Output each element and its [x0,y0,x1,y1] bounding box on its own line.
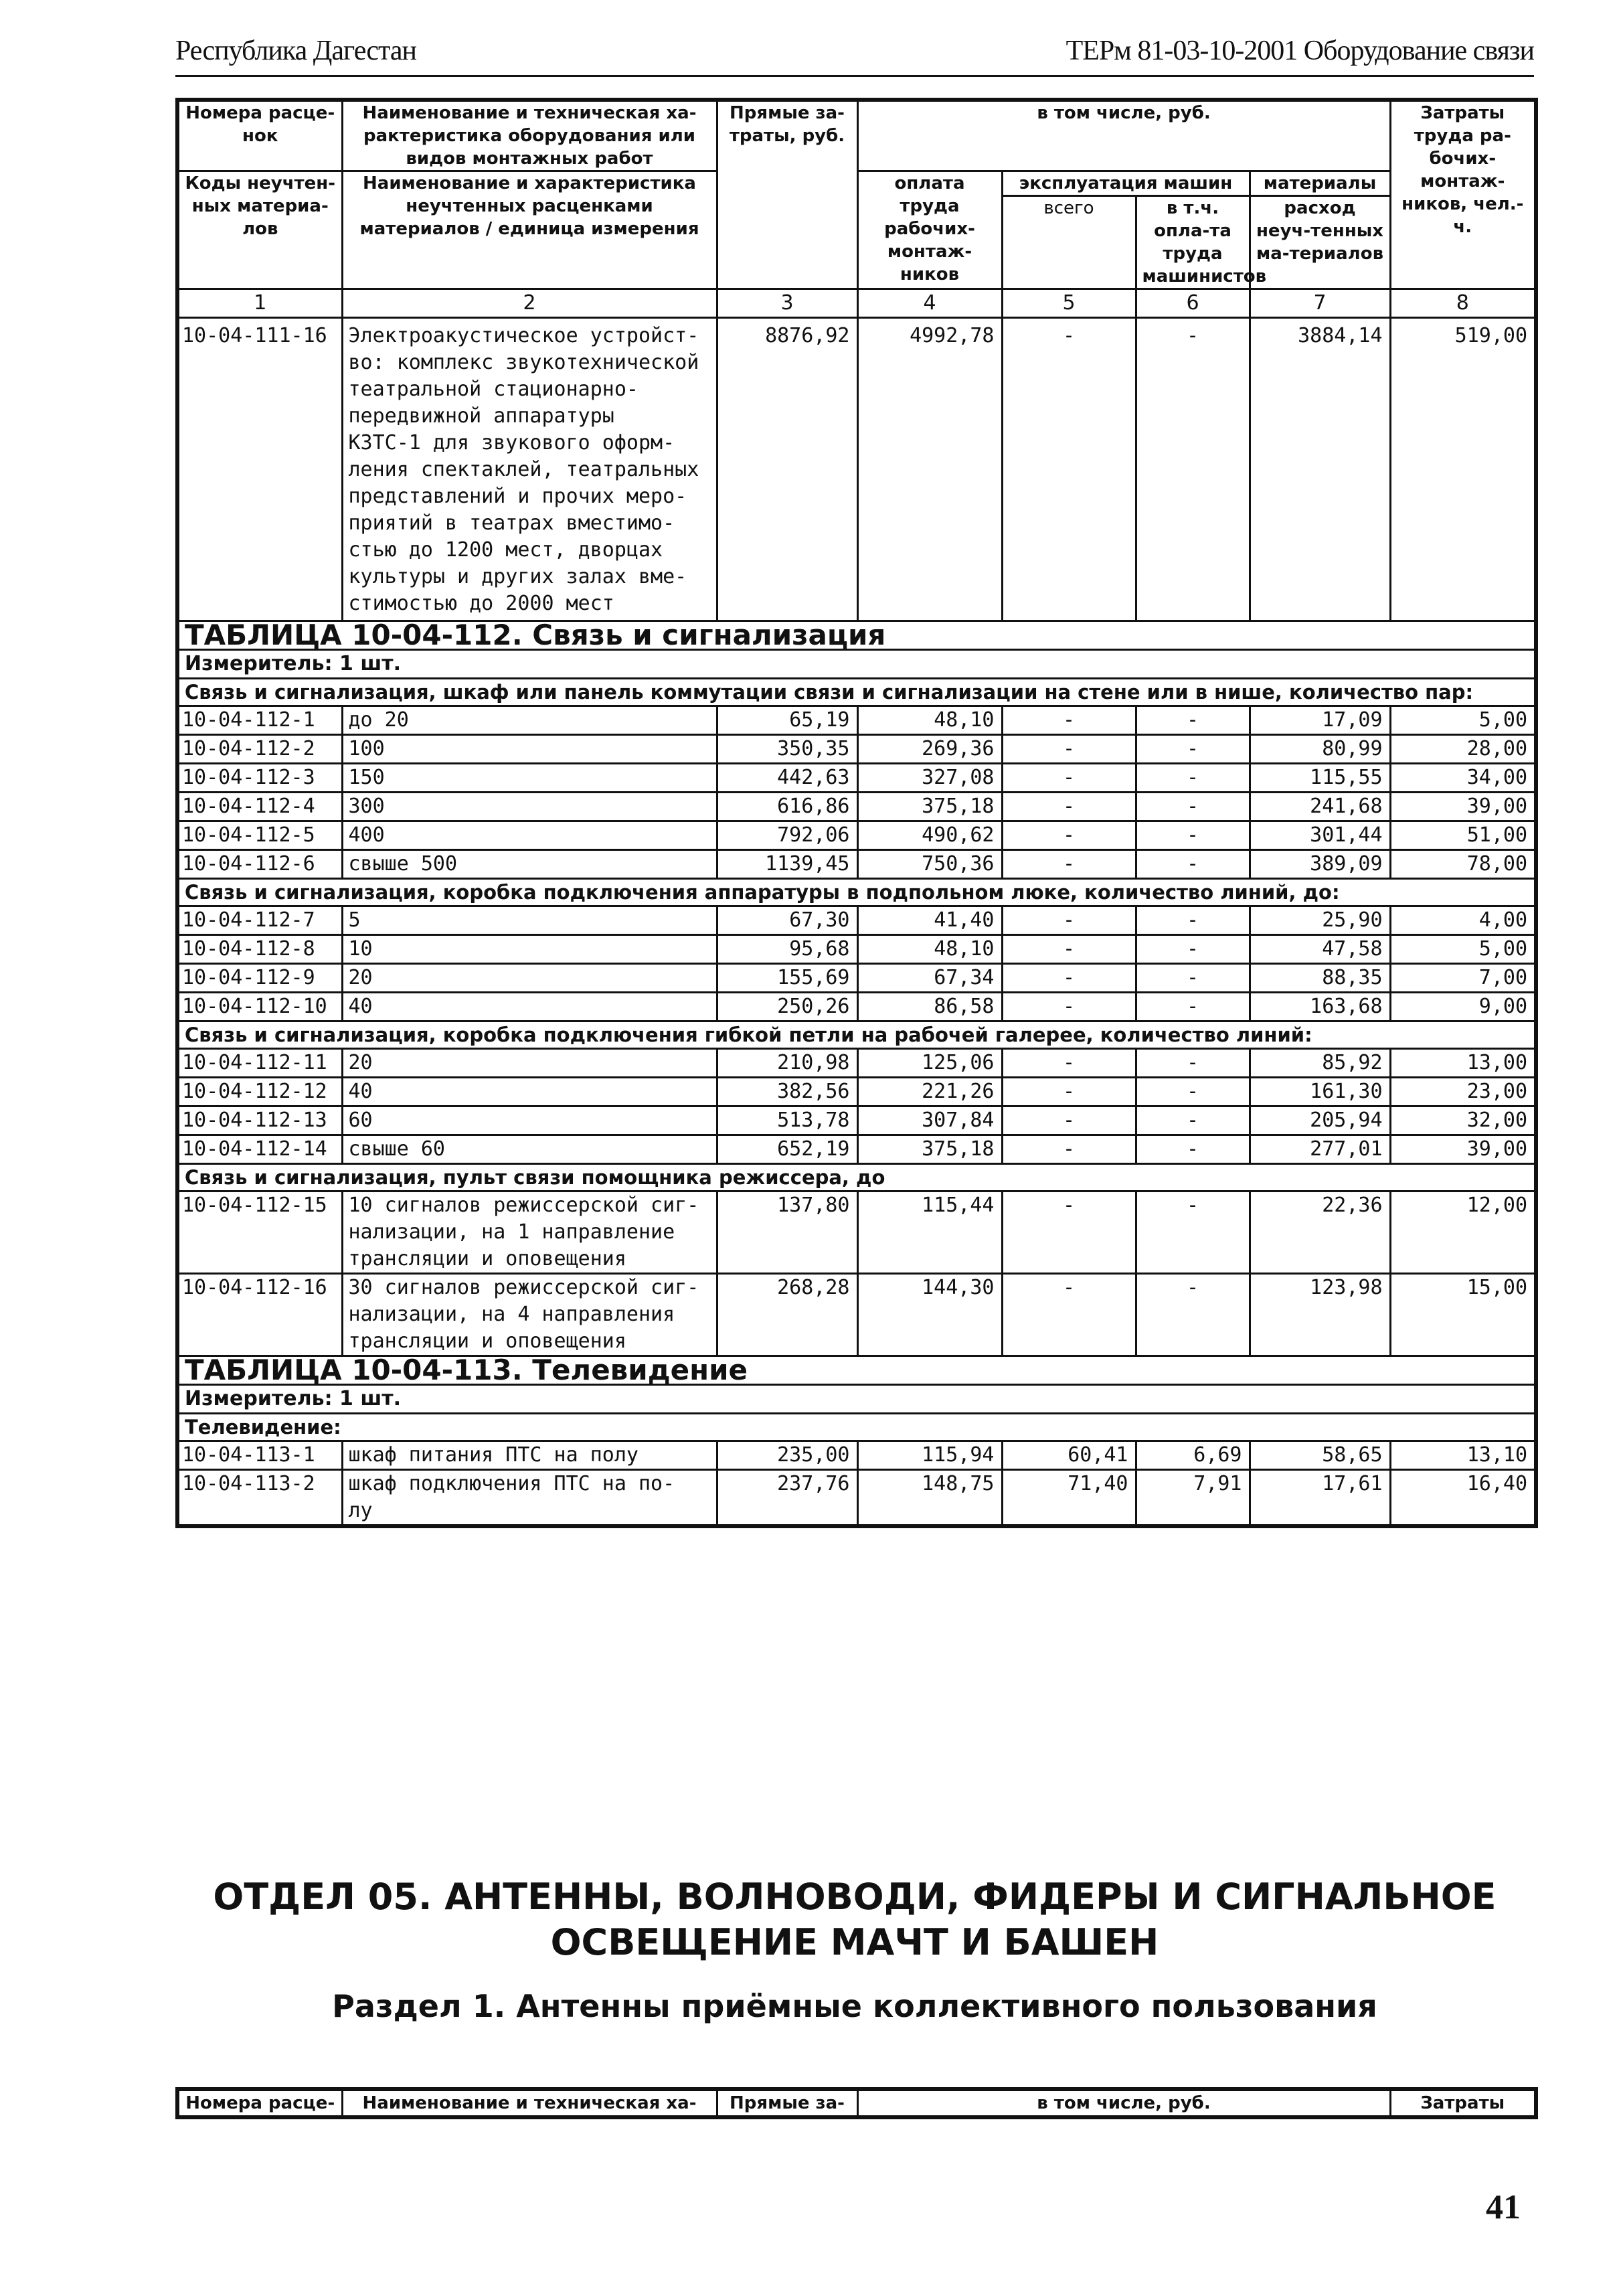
materials-cost: 163,68 [1250,993,1390,1021]
direct-cost: 442,63 [717,764,857,793]
table-row [177,706,1536,735]
table-row [177,1192,1536,1274]
group-title: Связь и сигнализация, пульт связи помощника режиссера, до [177,1164,1536,1192]
machine-labor-cost: - [1136,1135,1250,1164]
labor-cost: 221,26 [857,1078,1002,1106]
group-header-row [177,879,1536,906]
machine-cost: - [1002,1135,1136,1164]
machine-cost: - [1002,793,1136,821]
machine-labor-cost: - [1136,793,1250,821]
rate-code: 10-04-112-10 [177,993,342,1021]
column-number: 2 [342,289,717,318]
machine-cost: 60,41 [1002,1441,1136,1470]
rate-code: 10-04-112-3 [177,764,342,793]
materials-cost: 88,35 [1250,964,1390,993]
rate-description: 40 [342,1078,717,1106]
machine-cost: - [1002,1192,1136,1274]
rate-code: 10-04-112-15 [177,1192,342,1274]
group-title: Связь и сигнализация, коробка подключения гибкой петли на рабочей галерее, количество линий: [177,1021,1536,1049]
labor-cost: 327,08 [857,764,1002,793]
rate-description: 20 [342,1049,717,1078]
description-line: КЗТС-1 для звукового оформ- [348,431,675,455]
labor-cost: 144,30 [857,1274,1002,1356]
machine-labor-cost: - [1136,935,1250,964]
labor-hours: 519,00 [1390,318,1536,621]
table-title: ТАБЛИЦА 10-04-112. Связь и сигнализация [177,621,1536,650]
materials-cost: 161,30 [1250,1078,1390,1106]
description-line: культуры и других залах вме- [348,565,687,588]
rate-description: 20 [342,964,717,993]
direct-cost: 513,78 [717,1106,857,1135]
machine-cost: - [1002,1078,1136,1106]
column-number: 5 [1002,289,1136,318]
next-header-hours: Затраты [1390,2089,1536,2117]
materials-cost: 205,94 [1250,1106,1390,1135]
rates-table [175,98,1538,1528]
rate-description: 10 сигналов режиссерской сиг- нализации, на 1 направление трансляции и оповещения [342,1192,717,1274]
direct-cost: 652,19 [717,1135,857,1164]
rate-code: 10-04-112-16 [177,1274,342,1356]
machine-labor-cost: - [1136,906,1250,935]
table-113-body [177,1356,1536,1527]
next-header-group: в том числе, руб. [857,2089,1390,2117]
header-hours-cell: Затраты труда ра-бочих-монтаж-ников, чел.-ч. [1390,100,1536,289]
column-number: 4 [857,289,1002,318]
table-unit: Измеритель: 1 шт. [177,650,1536,679]
rate-code: 10-04-112-5 [177,821,342,850]
rate-code: 10-04-112-8 [177,935,342,964]
table-row [177,764,1536,793]
table-row [177,935,1536,964]
next-header-direct: Прямые за- [717,2089,857,2117]
direct-cost: 235,00 [717,1441,857,1470]
table-row [177,1135,1536,1164]
direct-cost: 8876,92 [717,318,857,621]
table-row [177,821,1536,850]
page-number: 41 [1486,2188,1521,2226]
rate-code: 10-04-112-12 [177,1078,342,1106]
labor-hours: 5,00 [1390,706,1536,735]
machine-labor-cost: - [1136,964,1250,993]
materials-cost: 389,09 [1250,850,1390,879]
labor-cost: 750,36 [857,850,1002,879]
table-title: ТАБЛИЦА 10-04-113. Телевидение [177,1356,1536,1385]
rate-code: 10-04-112-11 [177,1049,342,1078]
machine-cost: 71,40 [1002,1470,1136,1527]
labor-cost: 125,06 [857,1049,1002,1078]
description-line: передвижной аппаратуры [348,404,614,428]
labor-hours: 13,10 [1390,1441,1536,1470]
page-header [175,35,1534,72]
rate-code: 10-04-111-16 [177,318,342,621]
table-row [177,993,1536,1021]
header-material-name-cell: Наименование и характеристика неучтенных расценками материалов / единица измерения [342,171,717,289]
header-document-code: ТЕРм 81-03-10-2001 Оборудование связи [1066,35,1534,66]
description-line: Электроакустическое устройст- [348,324,699,347]
column-number: 6 [1136,289,1250,318]
direct-cost: 792,06 [717,821,857,850]
materials-cost: 301,44 [1250,821,1390,850]
machine-cost: - [1002,993,1136,1021]
machine-labor-cost: - [1136,706,1250,735]
next-header-code: Номера расце- [177,2089,342,2117]
description-line: стимостью до 2000 мест [348,592,614,615]
table-unit: Измеритель: 1 шт. [177,1385,1536,1414]
labor-hours: 51,00 [1390,821,1536,850]
rate-description: 300 [342,793,717,821]
labor-cost: 48,10 [857,935,1002,964]
materials-cost: 80,99 [1250,735,1390,764]
materials-cost: 85,92 [1250,1049,1390,1078]
materials-cost: 123,98 [1250,1274,1390,1356]
table-row [177,1274,1536,1356]
next-header-name: Наименование и техническая ха- [342,2089,717,2117]
header-material-code-cell: Коды неучтен-ных материа-лов [177,171,342,289]
machine-labor-cost: - [1136,1106,1250,1135]
machine-labor-cost: - [1136,821,1250,850]
labor-cost: 307,84 [857,1106,1002,1135]
direct-cost: 137,80 [717,1192,857,1274]
department-title: ОТДЕЛ 05. АНТЕННЫ, ВОЛНОВОДИ, ФИДЕРЫ И СИГНАЛЬНОЕ ОСВЕЩЕНИЕ МАЧТ И БАШЕН [213,1876,1497,1963]
rate-code: 10-04-112-6 [177,850,342,879]
table-112-body [177,621,1536,1356]
machine-labor-cost: - [1136,1192,1250,1274]
rate-description: 100 [342,735,717,764]
labor-cost: 86,58 [857,993,1002,1021]
rate-description: 40 [342,993,717,1021]
table-row [177,906,1536,935]
header-direct-cell: Прямые за-траты, руб. [717,100,857,289]
materials-cost: 277,01 [1250,1135,1390,1164]
machine-labor-cost: 6,69 [1136,1441,1250,1470]
column-number: 1 [177,289,342,318]
machine-labor-cost: - [1136,1049,1250,1078]
labor-hours: 23,00 [1390,1078,1536,1106]
labor-cost: 67,34 [857,964,1002,993]
rate-description: свыше 500 [342,850,717,879]
machine-labor-cost: - [1136,735,1250,764]
column-number: 7 [1250,289,1390,318]
table-unit-row [177,650,1536,679]
labor-hours: 13,00 [1390,1049,1536,1078]
direct-cost: 1139,45 [717,850,857,879]
machine-labor-cost: - [1136,993,1250,1021]
description-line: ления спектаклей, театральных [348,458,699,481]
rates-table-container [175,98,1534,1528]
description-line: представлений и прочих меро- [348,485,687,508]
machine-cost: - [1002,935,1136,964]
labor-hours: 78,00 [1390,850,1536,879]
materials-cost: 22,36 [1250,1192,1390,1274]
rate-code: 10-04-112-2 [177,735,342,764]
machine-cost: - [1002,1049,1136,1078]
direct-cost: 210,98 [717,1049,857,1078]
labor-hours: 5,00 [1390,935,1536,964]
group-header-row [177,1164,1536,1192]
machine-labor-cost: - [1136,1078,1250,1106]
materials-cost: 241,68 [1250,793,1390,821]
machine-labor-cost: - [1136,1274,1250,1356]
table-row [177,1049,1536,1078]
rate-description: 150 [342,764,717,793]
header-code-cell: Номера расце-нок [177,100,342,171]
header-rule [175,75,1534,77]
labor-hours: 9,00 [1390,993,1536,1021]
labor-hours: 12,00 [1390,1192,1536,1274]
machine-labor-cost: - [1136,850,1250,879]
group-header-row [177,679,1536,706]
direct-cost: 237,76 [717,1470,857,1527]
machine-labor-cost: - [1136,318,1250,621]
table-row [177,1078,1536,1106]
rate-code: 10-04-112-14 [177,1135,342,1164]
rate-description: свыше 60 [342,1135,717,1164]
table-row [177,1441,1536,1470]
direct-cost: 95,68 [717,935,857,964]
group-header-row [177,1021,1536,1049]
labor-hours: 4,00 [1390,906,1536,935]
table-row [177,1470,1536,1527]
header-labor-cell: оплата труда рабочих-монтаж-ников [857,171,1002,289]
machine-labor-cost: - [1136,764,1250,793]
rate-description: шкаф подключения ПТС на по- лу [342,1470,717,1527]
direct-cost: 67,30 [717,906,857,935]
machine-cost: - [1002,735,1136,764]
labor-cost: 148,75 [857,1470,1002,1527]
header-machines-cell: эксплуатация машин [1002,171,1250,196]
materials-cost: 115,55 [1250,764,1390,793]
description-line: во: комплекс звукотехнической [348,351,699,374]
materials-cost: 17,09 [1250,706,1390,735]
rate-code: 10-04-112-9 [177,964,342,993]
group-header-row [177,1414,1536,1441]
machine-cost: - [1002,1274,1136,1356]
machine-cost: - [1002,1106,1136,1135]
machine-cost: - [1002,318,1136,621]
machine-labor-cost: 7,91 [1136,1470,1250,1527]
materials-cost: 3884,14 [1250,318,1390,621]
labor-cost: 115,94 [857,1441,1002,1470]
direct-cost: 382,56 [717,1078,857,1106]
section-title: Раздел 1. Антенны приёмные коллективного пользования [332,1988,1377,2024]
materials-cost: 25,90 [1250,906,1390,935]
rate-description: шкаф питания ПТС на полу [342,1441,717,1470]
labor-hours: 39,00 [1390,1135,1536,1164]
rate-description: 60 [342,1106,717,1135]
machine-cost: - [1002,821,1136,850]
labor-hours: 32,00 [1390,1106,1536,1135]
direct-cost: 65,19 [717,706,857,735]
table-row [177,793,1536,821]
rate-description: 10 [342,935,717,964]
header-group-cell: в том числе, руб. [857,100,1390,171]
group-title: Связь и сигнализация, коробка подключения аппаратуры в подпольном люке, количество линий, до: [177,879,1536,906]
table-unit-row [177,1385,1536,1414]
direct-cost: 155,69 [717,964,857,993]
group-title: Связь и сигнализация, шкаф или панель коммутации связи и сигнализации на стене или в нише, количество пар: [177,679,1536,706]
header-machines-labor-cell: в т.ч. опла-та труда машинистов [1136,196,1250,289]
machine-cost: - [1002,906,1136,935]
header-name-cell: Наименование и техническая ха-рактеристика оборудования или видов монтажных работ [342,100,717,171]
column-number: 8 [1390,289,1536,318]
rate-description: 30 сигналов режиссерской сиг- нализации, на 4 направления трансляции и оповещения [342,1274,717,1356]
labor-cost: 48,10 [857,706,1002,735]
labor-cost: 490,62 [857,821,1002,850]
next-table-header [175,2087,1534,2119]
direct-cost: 250,26 [717,993,857,1021]
labor-cost: 41,40 [857,906,1002,935]
labor-hours: 28,00 [1390,735,1536,764]
header-materials-sub-cell: расход неуч-тенных ма-териалов [1250,196,1390,289]
description-line: театральной стационарно- [348,378,638,401]
rate-code: 10-04-112-7 [177,906,342,935]
machine-cost: - [1002,706,1136,735]
table-row [177,850,1536,879]
table-row [177,1106,1536,1135]
labor-cost: 375,18 [857,793,1002,821]
labor-cost: 269,36 [857,735,1002,764]
column-number: 3 [717,289,857,318]
labor-hours: 16,40 [1390,1470,1536,1527]
machine-cost: - [1002,964,1136,993]
group-title: Телевидение: [177,1414,1536,1441]
table-row [177,964,1536,993]
rate-code: 10-04-113-1 [177,1441,342,1470]
direct-cost: 350,35 [717,735,857,764]
labor-hours: 7,00 [1390,964,1536,993]
table-row-10-04-111-16 [177,318,1536,621]
materials-cost: 58,65 [1250,1441,1390,1470]
header-materials-cell: материалы [1250,171,1390,196]
materials-cost: 47,58 [1250,935,1390,964]
direct-cost: 268,28 [717,1274,857,1356]
labor-cost: 4992,78 [857,318,1002,621]
rate-description: до 20 [342,706,717,735]
materials-cost: 17,61 [1250,1470,1390,1527]
labor-hours: 34,00 [1390,764,1536,793]
table-row [177,735,1536,764]
description-line: приятий в театрах вместимо- [348,511,675,535]
rate-description: 5 [342,906,717,935]
direct-cost: 616,86 [717,793,857,821]
table-title-row [177,1356,1536,1385]
rate-code: 10-04-113-2 [177,1470,342,1527]
labor-cost: 115,44 [857,1192,1002,1274]
machine-cost: - [1002,850,1136,879]
header-region: Республика Дагестан [175,35,417,66]
header-machines-total-cell: всего [1002,196,1136,289]
rate-code: 10-04-112-1 [177,706,342,735]
rate-code: 10-04-112-13 [177,1106,342,1135]
rate-description [342,318,717,621]
labor-hours: 15,00 [1390,1274,1536,1356]
machine-cost: - [1002,764,1136,793]
labor-cost: 375,18 [857,1135,1002,1164]
description-line: стью до 1200 мест, дворцах [348,538,663,562]
rate-code: 10-04-112-4 [177,793,342,821]
rate-description: 400 [342,821,717,850]
table-title-row [177,621,1536,650]
labor-hours: 39,00 [1390,793,1536,821]
